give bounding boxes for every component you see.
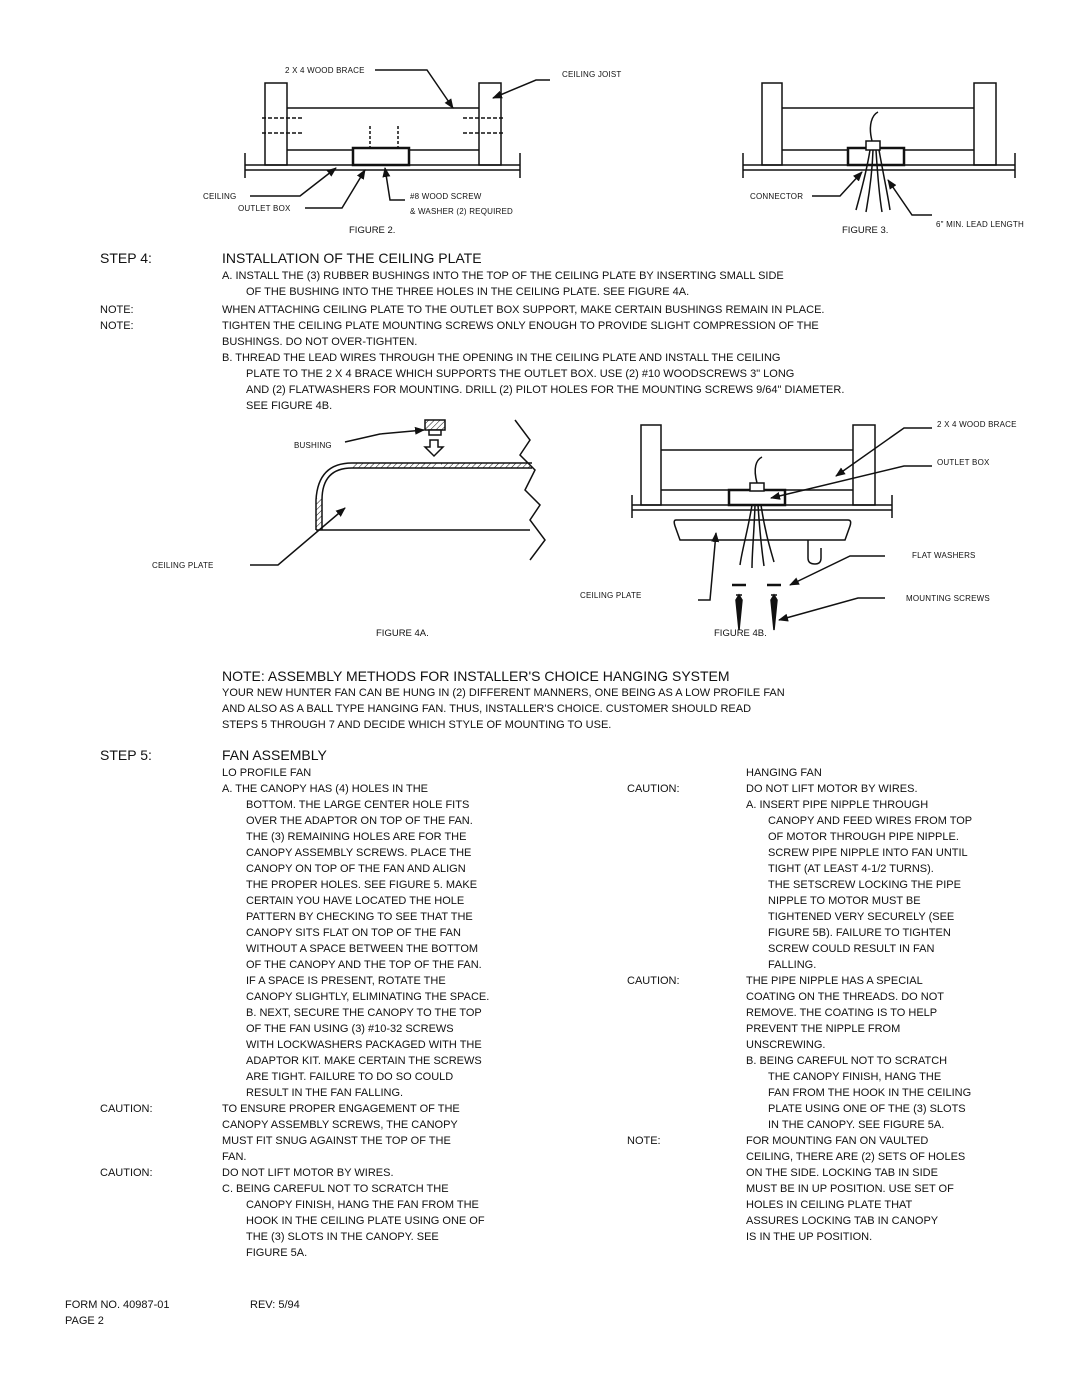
form-number: FORM NO. 40987-01: [65, 1299, 170, 1311]
text-line: CANOPY FINISH, HANG THE FAN FROM THE: [246, 1199, 479, 1211]
text-line: IF A SPACE IS PRESENT, ROTATE THE: [246, 975, 446, 987]
text-line: C. BEING CAREFUL NOT TO SCRATCH THE: [222, 1183, 449, 1195]
lo-profile-heading: LO PROFILE FAN: [222, 767, 312, 779]
note-section-title: NOTE: ASSEMBLY METHODS FOR INSTALLER'S CHOICE HANGING SYSTEM: [222, 668, 730, 684]
text-line: HOLES IN CEILING PLATE THAT: [746, 1199, 913, 1211]
revision: REV: 5/94: [250, 1299, 300, 1311]
text-line: PATTERN BY CHECKING TO SEE THAT THE: [246, 911, 473, 923]
right-note-label: NOTE:: [627, 1135, 661, 1147]
fig2-brace-label: 2 X 4 WOOD BRACE: [285, 66, 365, 75]
text-line: ON THE SIDE. LOCKING TAB IN SIDE: [746, 1167, 938, 1179]
step4-b-line3: AND (2) FLATWASHERS FOR MOUNTING. DRILL (2) PILOT HOLES FOR THE MOUNTING SCREWS 9/64" DIAMETER.: [246, 384, 845, 396]
text-line: MUST FIT SNUG AGAINST THE TOP OF THE: [222, 1135, 451, 1147]
text-line: HOOK IN THE CEILING PLATE USING ONE OF: [246, 1215, 485, 1227]
lo-profile-step-a: [222, 781, 489, 1101]
left-caution-label-1: CAUTION:: [100, 1103, 153, 1115]
text-line: COATING ON THE THREADS. DO NOT: [746, 991, 945, 1003]
text-line: TO ENSURE PROPER ENGAGEMENT OF THE: [222, 1103, 460, 1115]
hanging-fan-heading: HANGING FAN: [746, 767, 822, 779]
text-line: FOR MOUNTING FAN ON VAULTED: [746, 1135, 929, 1147]
text-line: TIGHTENED VERY SECURELY (SEE: [768, 911, 955, 923]
text-line: NIPPLE TO MOTOR MUST BE: [768, 895, 921, 907]
text-line: THE (3) REMAINING HOLES ARE FOR THE: [246, 831, 467, 843]
text-line: SCREW PIPE NIPPLE INTO FAN UNTIL: [768, 847, 968, 859]
text-line: OVER THE ADAPTOR ON TOP OF THE FAN.: [246, 815, 473, 827]
text-line: CANOPY AND FEED WIRES FROM TOP: [768, 815, 973, 827]
text-line: SCREW COULD RESULT IN FAN: [768, 943, 935, 955]
step4-note-2: TIGHTEN THE CEILING PLATE MOUNTING SCREWS ONLY ENOUGH TO PROVIDE SLIGHT COMPRESSION OF THE: [222, 320, 819, 332]
text-line: B. BEING CAREFUL NOT TO SCRATCH: [746, 1055, 948, 1067]
left-caution-1: [222, 1101, 460, 1165]
text-line: CANOPY SLIGHTLY, ELIMINATING THE SPACE.: [246, 991, 490, 1003]
text-line: ASSURES LOCKING TAB IN CANOPY: [746, 1215, 939, 1227]
text-line: THE PROPER HOLES. SEE FIGURE 5. MAKE: [246, 879, 478, 891]
text-line: REMOVE. THE COATING IS TO HELP: [746, 1007, 938, 1019]
figure-3-caption: FIGURE 3.: [842, 225, 889, 236]
text-line: B. NEXT, SECURE THE CANOPY TO THE TOP: [246, 1007, 482, 1019]
right-note: [746, 1133, 965, 1245]
fig4a-ceiling-plate-label: CEILING PLATE: [152, 561, 214, 570]
left-caution-label-2: CAUTION:: [100, 1167, 153, 1179]
step4-note-1: WHEN ATTACHING CEILING PLATE TO THE OUTLET BOX SUPPORT, MAKE CERTAIN BUSHINGS REMAIN IN PLACE.: [222, 304, 825, 316]
text-line: UNSCREWING.: [746, 1039, 826, 1051]
step4-title: INSTALLATION OF THE CEILING PLATE: [222, 250, 482, 266]
right-caution-1: DO NOT LIFT MOTOR BY WIRES.: [746, 783, 918, 795]
fig3-lead-label: 6" MIN. LEAD LENGTH: [936, 220, 1024, 229]
step4-note-2b: BUSHINGS. DO NOT OVER-TIGHTEN.: [222, 336, 418, 348]
step5-title: FAN ASSEMBLY: [222, 747, 327, 763]
fig4b-ceiling-plate-label: CEILING PLATE: [580, 591, 642, 600]
text-line: THE (3) SLOTS IN THE CANOPY. SEE: [246, 1231, 439, 1243]
right-caution-label-2: CAUTION:: [627, 975, 680, 987]
text-line: CANOPY ASSEMBLY SCREWS. PLACE THE: [246, 847, 472, 859]
note-line: STEPS 5 THROUGH 7 AND DECIDE WHICH STYLE OF MOUNTING TO USE.: [222, 719, 612, 731]
text-line: A. THE CANOPY HAS (4) HOLES IN THE: [222, 783, 428, 795]
figure-4b-drawing: [632, 425, 932, 630]
text-line: OF THE CANOPY AND THE TOP OF THE FAN.: [246, 959, 482, 971]
text-line: IS IN THE UP POSITION.: [746, 1231, 873, 1243]
step4-a-line2: OF THE BUSHING INTO THE THREE HOLES IN THE CEILING PLATE. SEE FIGURE 4A.: [246, 286, 690, 298]
fig4b-brace-label: 2 X 4 WOOD BRACE: [937, 420, 1017, 429]
text-line: FIGURE 5B). FAILURE TO TIGHTEN: [768, 927, 951, 939]
step4-note-label-2: NOTE:: [100, 320, 134, 332]
text-line: PREVENT THE NIPPLE FROM: [746, 1023, 901, 1035]
text-line: CANOPY SITS FLAT ON TOP OF THE FAN: [246, 927, 461, 939]
fig2-outlet-box-label: OUTLET BOX: [238, 204, 291, 213]
text-line: THE PIPE NIPPLE HAS A SPECIAL: [746, 975, 923, 987]
text-line: THE CANOPY FINISH, HANG THE: [768, 1071, 942, 1083]
step4-label: STEP 4:: [100, 250, 152, 266]
note-line: YOUR NEW HUNTER FAN CAN BE HUNG IN (2) DIFFERENT MANNERS, ONE BEING AS A LOW PROFILE FAN: [222, 687, 785, 699]
figure-2-caption: FIGURE 2.: [349, 225, 396, 236]
text-line: THE SETSCREW LOCKING THE PIPE: [768, 879, 961, 891]
text-line: CEILING, THERE ARE (2) SETS OF HOLES: [746, 1151, 966, 1163]
fig4b-outlet-box-label: OUTLET BOX: [937, 458, 990, 467]
page-number: PAGE 2: [65, 1315, 104, 1327]
right-caution-2: [746, 973, 971, 1133]
fig4b-mounting-screws-label: MOUNTING SCREWS: [906, 594, 990, 603]
text-line: FALLING.: [768, 959, 817, 971]
figure-2-drawing: [245, 70, 550, 208]
text-line: TIGHT (AT LEAST 4-1/2 TURNS).: [768, 863, 934, 875]
text-line: ARE TIGHT. FAILURE TO DO SO COULD: [246, 1071, 454, 1083]
step4-b-line4: SEE FIGURE 4B.: [246, 400, 333, 412]
text-line: WITHOUT A SPACE BETWEEN THE BOTTOM: [246, 943, 479, 955]
fig4b-flat-washers-label: FLAT WASHERS: [912, 551, 976, 560]
text-line: CANOPY ON TOP OF THE FAN AND ALIGN: [246, 863, 466, 875]
text-line: CERTAIN YOU HAVE LOCATED THE HOLE: [246, 895, 465, 907]
step4-b-line1: B. THREAD THE LEAD WIRES THROUGH THE OPENING IN THE CEILING PLATE AND INSTALL THE CEILING: [222, 352, 781, 364]
text-line: IN THE CANOPY. SEE FIGURE 5A.: [768, 1119, 945, 1131]
note-section-body: [222, 685, 785, 733]
text-line: OF MOTOR THROUGH PIPE NIPPLE.: [768, 831, 959, 843]
text-line: FAN FROM THE HOOK IN THE CEILING: [768, 1087, 972, 1099]
left-caution-2: DO NOT LIFT MOTOR BY WIRES.: [222, 1167, 394, 1179]
fig4a-bushing-label: BUSHING: [294, 441, 332, 450]
figure-4a-caption: FIGURE 4A.: [376, 628, 429, 639]
fig2-screw-label: #8 WOOD SCREW: [410, 192, 482, 201]
fig2-ceiling-label: CEILING: [203, 192, 237, 201]
text-line: OF THE FAN USING (3) #10-32 SCREWS: [246, 1023, 454, 1035]
text-line: WITH LOCKWASHERS PACKAGED WITH THE: [246, 1039, 482, 1051]
lo-profile-step-c: [222, 1181, 485, 1261]
text-line: PLATE USING ONE OF THE (3) SLOTS: [768, 1103, 966, 1115]
text-line: CANOPY ASSEMBLY SCREWS, THE CANOPY: [222, 1119, 458, 1131]
step4-b-line2: PLATE TO THE 2 X 4 BRACE WHICH SUPPORTS THE OUTLET BOX. USE (2) #10 WOODSCREWS 3" LONG: [246, 368, 795, 380]
fig2-washer-label: & WASHER (2) REQUIRED: [410, 207, 514, 216]
step4-note-label-1: NOTE:: [100, 304, 134, 316]
fig2-joist-label: CEILING JOIST: [562, 70, 622, 79]
text-line: BOTTOM. THE LARGE CENTER HOLE FITS: [246, 799, 470, 811]
hanging-fan-step-a: [746, 797, 972, 973]
note-line: AND ALSO AS A BALL TYPE HANGING FAN. THUS, INSTALLER'S CHOICE. CUSTOMER SHOULD READ: [222, 703, 752, 715]
text-line: FIGURE 5A.: [246, 1247, 308, 1259]
fig3-connector-label: CONNECTOR: [750, 192, 804, 201]
text-line: A. INSERT PIPE NIPPLE THROUGH: [746, 799, 929, 811]
right-caution-label-1: CAUTION:: [627, 783, 680, 795]
text-line: RESULT IN THE FAN FALLING.: [246, 1087, 404, 1099]
step4-a-line1: A. INSTALL THE (3) RUBBER BUSHINGS INTO THE TOP OF THE CEILING PLATE BY INSERTING SMALL SIDE: [222, 270, 784, 282]
text-line: ADAPTOR KIT. MAKE CERTAIN THE SCREWS: [246, 1055, 482, 1067]
text-line: FAN.: [222, 1151, 247, 1163]
text-line: MUST BE IN UP POSITION. USE SET OF: [746, 1183, 954, 1195]
step5-label: STEP 5:: [100, 747, 152, 763]
figure-4b-caption: FIGURE 4B.: [714, 628, 767, 639]
